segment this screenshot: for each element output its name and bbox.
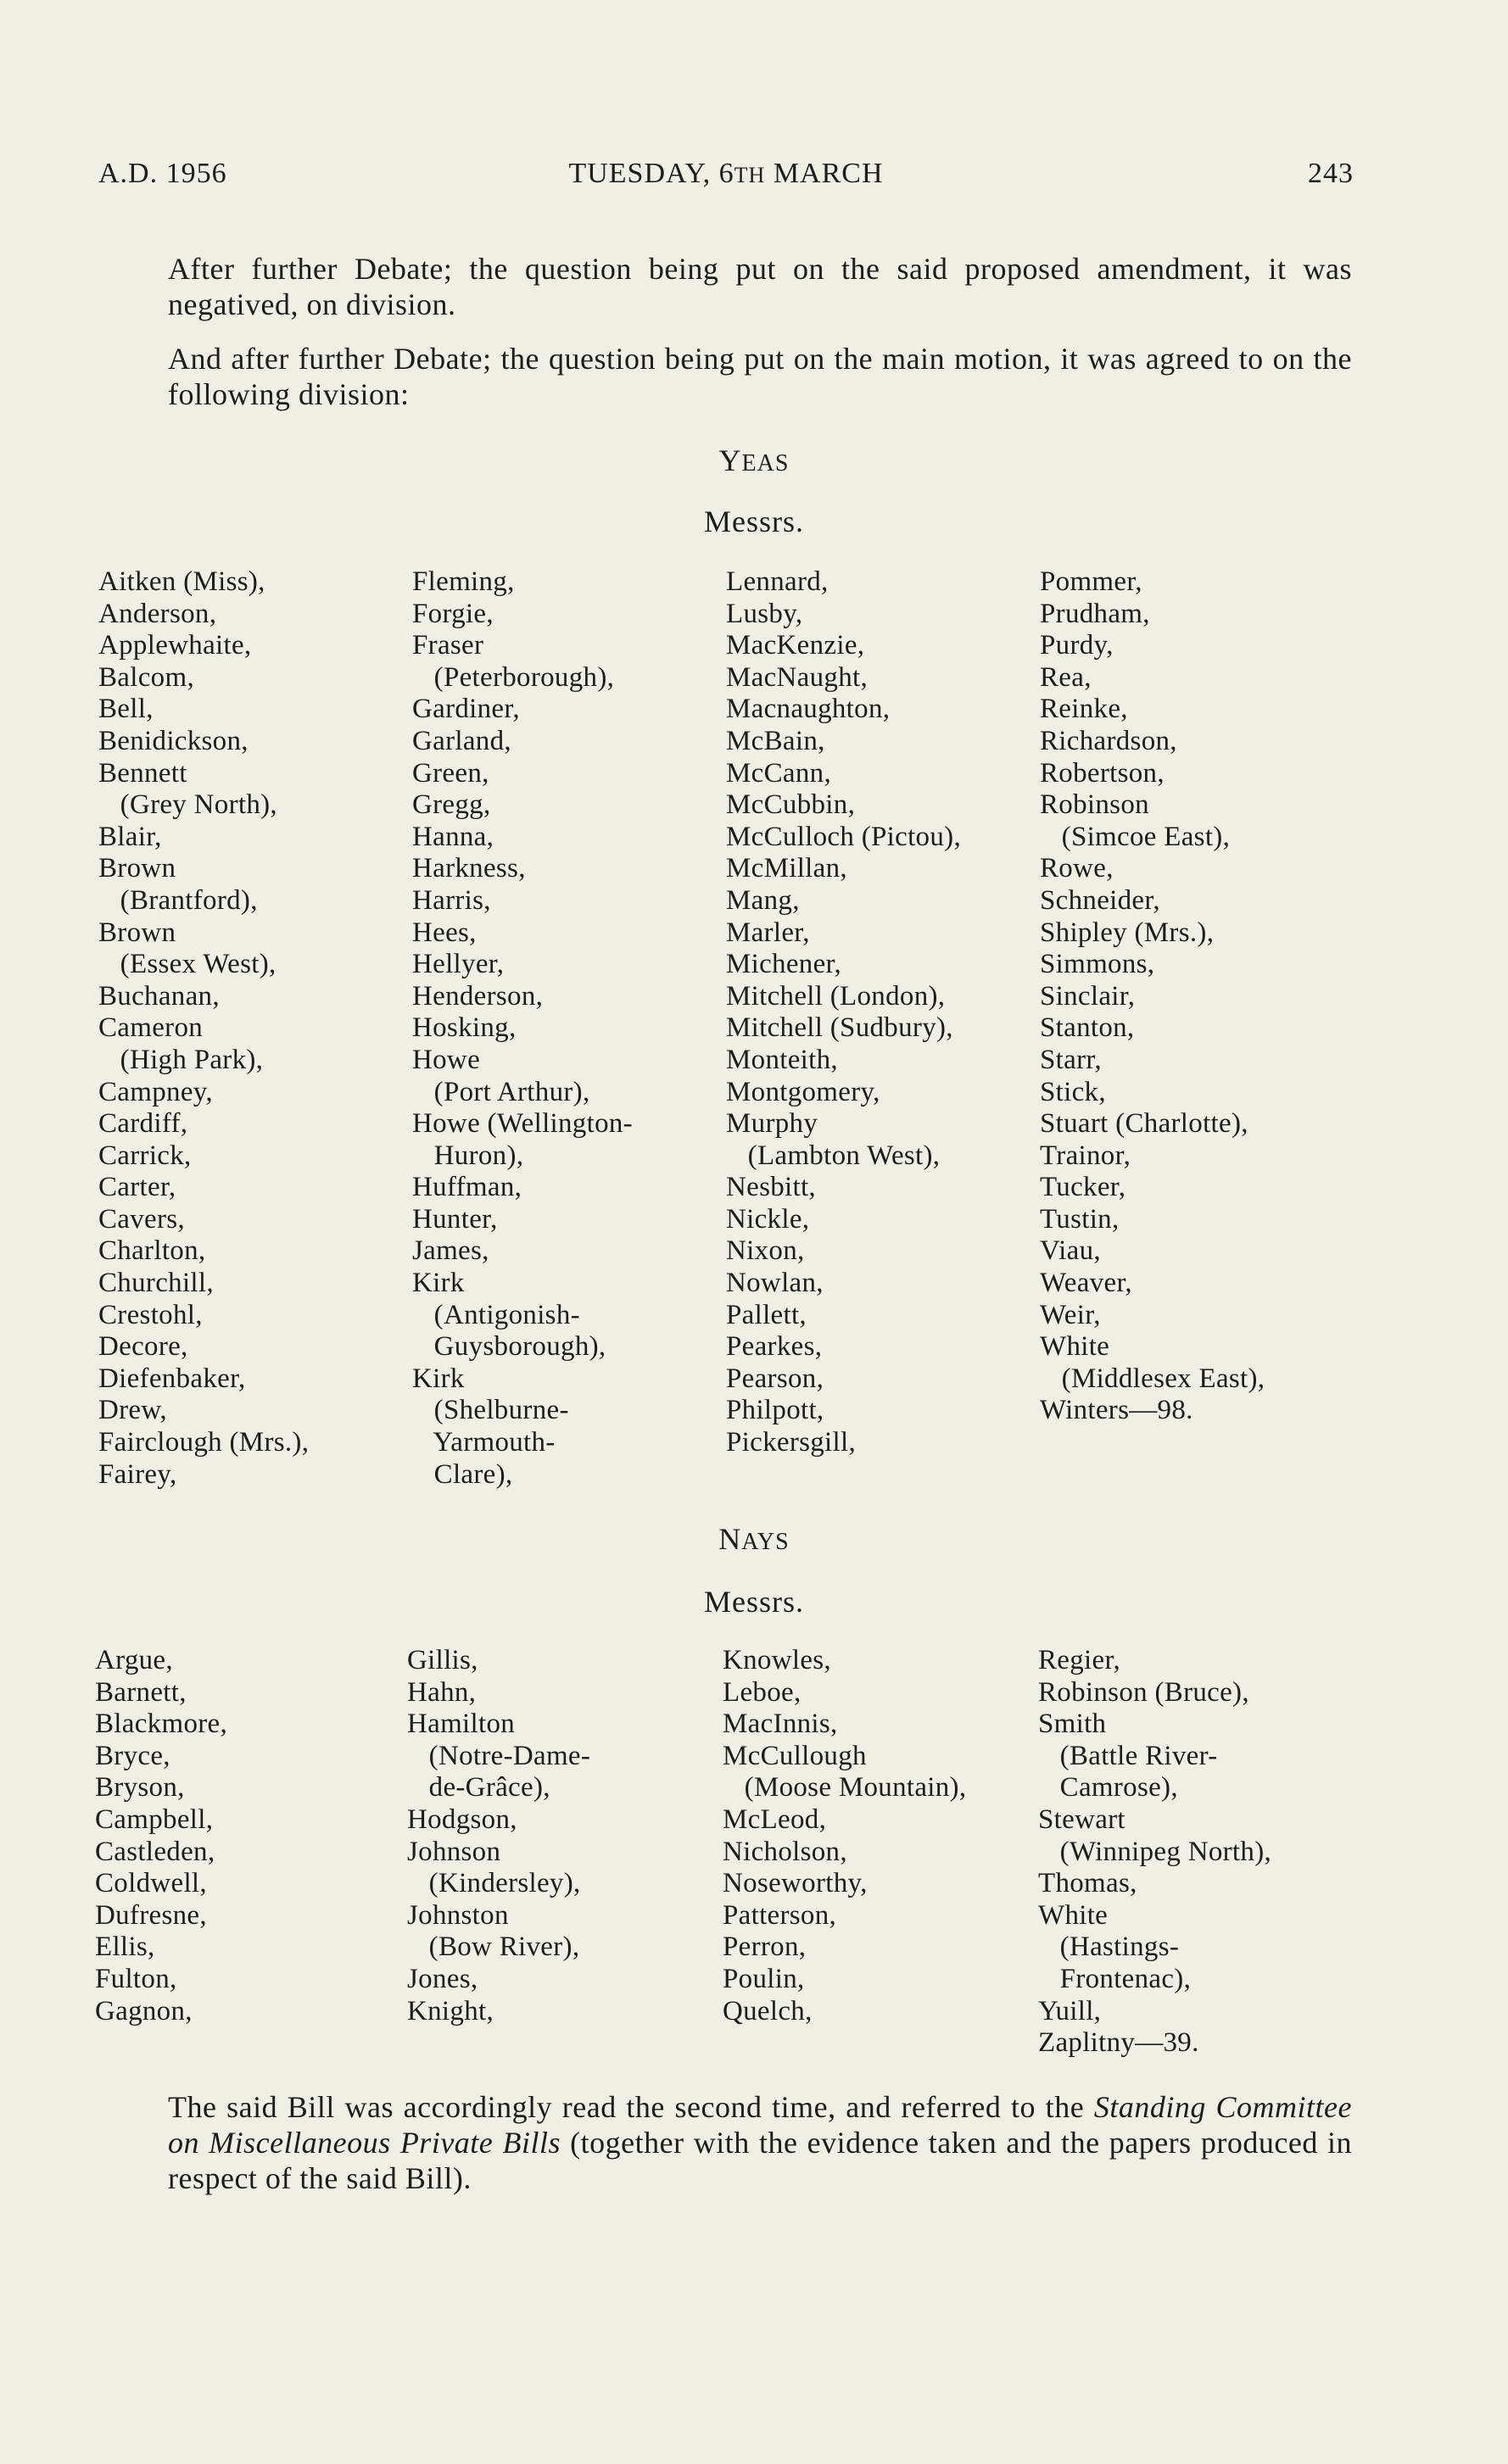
member-name: Kirk xyxy=(412,1363,465,1394)
member-name: MacInnis, xyxy=(723,1709,838,1740)
member-name: Huffman, xyxy=(412,1172,522,1203)
member-name: Hunter, xyxy=(412,1203,498,1235)
member-name: Castleden, xyxy=(95,1836,215,1867)
member-name: Thomas, xyxy=(1038,1868,1137,1899)
member-name: Reinke, xyxy=(1040,694,1128,725)
member-name: McCubbin, xyxy=(726,789,856,821)
member-name: Mitchell (Sudbury), xyxy=(726,1012,953,1044)
member-name: Bryson, xyxy=(95,1772,185,1803)
member-name: Mang, xyxy=(726,884,800,916)
yeas-column-4 xyxy=(1040,566,1265,1427)
member-name: Aitken (Miss), xyxy=(98,566,265,597)
committee-name: Standing Committee on Miscellaneous Private Bills xyxy=(168,2090,1352,2160)
header-date-main: TUESDAY, 6 xyxy=(568,158,734,189)
member-name: Rea, xyxy=(1040,661,1092,693)
member-name: Nesbitt, xyxy=(726,1172,816,1203)
member-name: McCullough xyxy=(723,1740,867,1771)
member-name: Carrick, xyxy=(98,1140,192,1171)
member-name: (Hastings- xyxy=(1038,1932,1180,1963)
member-name: Patterson, xyxy=(723,1899,837,1931)
nays-messrs: Messrs. xyxy=(703,1585,804,1619)
paragraph-referral xyxy=(98,2089,1352,2196)
paragraph-text xyxy=(98,2089,1352,2196)
member-name: Nickle, xyxy=(726,1203,810,1235)
member-name: McCann, xyxy=(726,757,831,789)
member-name: Hees, xyxy=(412,917,477,948)
paragraph-text: After further Debate; the question being put on the said proposed amendment, it was negatived, on division. xyxy=(168,252,1352,321)
member-name: Garland, xyxy=(412,725,511,756)
member-name: Harris, xyxy=(412,884,491,916)
member-name: Trainor, xyxy=(1040,1140,1131,1171)
member-name: Pearkes, xyxy=(726,1331,823,1363)
member-name: Frontenac), xyxy=(1038,1963,1192,1994)
member-name: Drew, xyxy=(98,1395,167,1426)
member-name: Shipley (Mrs.), xyxy=(1040,917,1215,948)
member-name: Huron), xyxy=(412,1140,524,1171)
member-name: (Brantford), xyxy=(98,884,258,916)
member-name: Prudham, xyxy=(1040,598,1150,629)
member-name: Philpott, xyxy=(726,1395,824,1426)
header-date-suffix: TH xyxy=(734,163,766,187)
member-name: Zaplitny—39. xyxy=(1038,2027,1199,2059)
header-year: A.D. 1956 xyxy=(98,158,227,189)
member-name: Campney, xyxy=(98,1076,213,1107)
member-name: Nicholson, xyxy=(723,1836,847,1867)
member-name: (Grey North), xyxy=(98,789,277,821)
member-name: Knowles, xyxy=(723,1645,831,1675)
member-name: Green, xyxy=(412,757,489,789)
page-header xyxy=(98,158,1354,200)
member-name: Montgomery, xyxy=(726,1076,880,1107)
nays-heading-initial: N xyxy=(718,1522,742,1556)
member-name: Henderson, xyxy=(412,980,544,1012)
member-name: Lennard, xyxy=(726,566,829,597)
member-name: (Shelburne- xyxy=(412,1395,569,1426)
member-name: Brown xyxy=(98,853,176,884)
member-name: Campbell, xyxy=(95,1803,214,1835)
member-name: Yuill, xyxy=(1038,1995,1102,2026)
referral-text-end: (together with the evidence taken and the papers produced in respect of the said Bill). xyxy=(168,2126,1353,2195)
member-name: (Middlesex East), xyxy=(1040,1363,1265,1394)
member-name: de-Grâce), xyxy=(407,1772,550,1803)
member-name: Guysborough), xyxy=(412,1331,606,1363)
member-name: Knight, xyxy=(407,1995,494,2026)
member-name: Monteith, xyxy=(726,1044,838,1075)
member-name: Regier, xyxy=(1038,1645,1120,1675)
member-name: Pallett, xyxy=(726,1299,807,1330)
member-name: Gardiner, xyxy=(412,694,520,725)
member-name: (Moose Mountain), xyxy=(723,1772,967,1803)
member-name: Robinson (Bruce), xyxy=(1038,1676,1249,1708)
member-name: Crestohl, xyxy=(98,1299,203,1330)
member-name: Weaver, xyxy=(1040,1268,1132,1299)
member-name: (High Park), xyxy=(98,1044,264,1075)
member-name: Nixon, xyxy=(726,1235,805,1267)
member-name: Fleming, xyxy=(412,566,515,597)
member-name: Tustin, xyxy=(1040,1203,1120,1235)
member-name: Bennett xyxy=(98,757,187,789)
nays-column-3 xyxy=(723,1645,966,2027)
yeas-heading-initial: Y xyxy=(718,443,742,477)
paragraph-amendment-negatived xyxy=(98,251,1352,322)
member-name: Tucker, xyxy=(1040,1172,1126,1203)
member-name: Schneider, xyxy=(1040,884,1160,916)
member-name: Marler, xyxy=(726,917,810,948)
member-name: Pickersgill, xyxy=(726,1427,857,1458)
header-date-month: MARCH xyxy=(765,158,884,189)
member-name: Blair, xyxy=(98,821,162,852)
paragraph-text: And after further Debate; the question being put on the main motion, it was agreed to on the following division: xyxy=(168,342,1352,411)
member-name: Clare), xyxy=(412,1458,513,1490)
yeas-heading xyxy=(0,443,1508,478)
member-name: Hosking, xyxy=(412,1012,517,1044)
member-name: Hahn, xyxy=(407,1676,477,1708)
member-name: Hodgson, xyxy=(407,1803,517,1835)
member-name: Stanton, xyxy=(1040,1012,1135,1044)
yeas-heading-rest: EAS xyxy=(741,450,790,477)
member-name: Charlton, xyxy=(98,1235,206,1267)
member-name: MacNaught, xyxy=(726,661,868,693)
member-name: Carter, xyxy=(98,1172,176,1203)
member-name: Anderson, xyxy=(98,598,217,629)
nays-column-1 xyxy=(95,1645,227,2027)
member-name: (Winnipeg North), xyxy=(1038,1836,1272,1867)
member-name: Camrose), xyxy=(1038,1772,1178,1803)
nays-column-2 xyxy=(407,1645,590,2027)
paragraph-main-motion xyxy=(98,341,1352,412)
referral-text-start: The said Bill was accordingly read the second time, and referred to the xyxy=(168,2090,1094,2124)
member-name: Churchill, xyxy=(98,1268,214,1299)
member-name: (Lambton West), xyxy=(726,1140,941,1171)
member-name: MacKenzie, xyxy=(726,630,865,661)
member-name: Gillis, xyxy=(407,1645,478,1675)
member-name: Jones, xyxy=(407,1963,478,1994)
member-name: McBain, xyxy=(726,725,825,756)
member-name: Viau, xyxy=(1040,1235,1101,1267)
member-name: Smith xyxy=(1038,1709,1107,1740)
member-name: Balcom, xyxy=(98,661,194,693)
member-name: McLeod, xyxy=(723,1803,827,1835)
member-name: (Simcoe East), xyxy=(1040,821,1231,852)
member-name: Richardson, xyxy=(1040,725,1177,756)
member-name: Bell, xyxy=(98,694,154,725)
member-name: Coldwell, xyxy=(95,1868,207,1899)
member-name: Sinclair, xyxy=(1040,980,1136,1012)
member-name: Blackmore, xyxy=(95,1709,228,1740)
member-name: Argue, xyxy=(95,1645,173,1675)
member-name: (Kindersley), xyxy=(407,1868,581,1899)
member-name: Robinson xyxy=(1040,789,1149,821)
member-name: Michener, xyxy=(726,949,842,980)
member-name: Howe (Wellington- xyxy=(412,1108,633,1140)
member-name: McMillan, xyxy=(726,853,847,884)
yeas-column-2 xyxy=(412,566,633,1491)
member-name: McCulloch (Pictou), xyxy=(726,821,961,852)
yeas-column-3 xyxy=(726,566,961,1459)
member-name: Fairey, xyxy=(98,1458,177,1490)
member-name: Pearson, xyxy=(726,1363,824,1394)
member-name: Gregg, xyxy=(412,789,491,821)
member-name: Fraser xyxy=(412,630,484,661)
member-name: Brown xyxy=(98,917,176,948)
member-name: Fulton, xyxy=(95,1963,177,1994)
member-name: Winters—98. xyxy=(1040,1395,1193,1426)
header-date xyxy=(98,158,1354,190)
member-name: Rowe, xyxy=(1040,853,1114,884)
member-name: Ellis, xyxy=(95,1932,155,1963)
member-name: Johnston xyxy=(407,1899,509,1931)
member-name: Kirk xyxy=(412,1268,465,1299)
member-name: Mitchell (London), xyxy=(726,980,946,1012)
member-name: Hellyer, xyxy=(412,949,505,980)
member-name: Decore, xyxy=(98,1331,188,1363)
nays-heading xyxy=(0,1521,1508,1557)
member-name: Howe xyxy=(412,1044,481,1075)
member-name: Pommer, xyxy=(1040,566,1142,597)
member-name: (Bow River), xyxy=(407,1932,580,1963)
member-name: Stuart (Charlotte), xyxy=(1040,1108,1248,1140)
member-name: Purdy, xyxy=(1040,630,1114,661)
member-name: Bryce, xyxy=(95,1740,170,1771)
member-name: Stick, xyxy=(1040,1076,1106,1107)
member-name: Fairclough (Mrs.), xyxy=(98,1427,310,1458)
member-name: Cavers, xyxy=(98,1203,185,1235)
member-name: (Notre-Dame- xyxy=(407,1740,591,1771)
member-name: Quelch, xyxy=(723,1995,813,2026)
yeas-column-1 xyxy=(98,566,309,1491)
member-name: Hamilton xyxy=(407,1709,516,1740)
member-name: Buchanan, xyxy=(98,980,220,1012)
member-name: Barnett, xyxy=(95,1676,187,1708)
member-name: Lusby, xyxy=(726,598,803,629)
member-name: (Port Arthur), xyxy=(412,1076,590,1107)
member-name: (Antigonish- xyxy=(412,1299,580,1330)
member-name: Gagnon, xyxy=(95,1995,193,2026)
member-name: James, xyxy=(412,1235,489,1267)
member-name: Nowlan, xyxy=(726,1268,824,1299)
member-name: Diefenbaker, xyxy=(98,1363,246,1394)
member-name: White xyxy=(1040,1331,1110,1363)
member-name: Hanna, xyxy=(412,821,494,852)
member-name: Starr, xyxy=(1040,1044,1102,1075)
page-number: 243 xyxy=(1308,158,1354,189)
member-name: Applewhaite, xyxy=(98,630,252,661)
member-name: Murphy xyxy=(726,1108,818,1140)
member-name: Harkness, xyxy=(412,853,526,884)
member-name: (Essex West), xyxy=(98,949,276,980)
member-name: Stewart xyxy=(1038,1803,1125,1835)
member-name: (Battle River- xyxy=(1038,1740,1218,1771)
member-name: Perron, xyxy=(723,1932,807,1963)
member-name: Noseworthy, xyxy=(723,1868,868,1899)
member-name: Macnaughton, xyxy=(726,694,891,725)
nays-column-4 xyxy=(1038,1645,1271,2060)
member-name: White xyxy=(1038,1899,1109,1931)
yeas-messrs: Messrs. xyxy=(703,505,804,538)
member-name: Johnson xyxy=(407,1836,501,1867)
member-name: (Peterborough), xyxy=(412,661,615,693)
member-name: Forgie, xyxy=(412,598,494,629)
member-name: Robertson, xyxy=(1040,757,1165,789)
member-name: Benidickson, xyxy=(98,725,249,756)
member-name: Poulin, xyxy=(723,1963,805,1994)
member-name: Weir, xyxy=(1040,1299,1101,1330)
member-name: Simmons, xyxy=(1040,949,1155,980)
member-name: Cameron xyxy=(98,1012,204,1044)
member-name: Leboe, xyxy=(723,1676,801,1708)
member-name: Yarmouth- xyxy=(412,1427,556,1458)
member-name: Dufresne, xyxy=(95,1899,207,1931)
member-name: Cardiff, xyxy=(98,1108,188,1140)
nays-heading-rest: AYS xyxy=(741,1529,790,1555)
